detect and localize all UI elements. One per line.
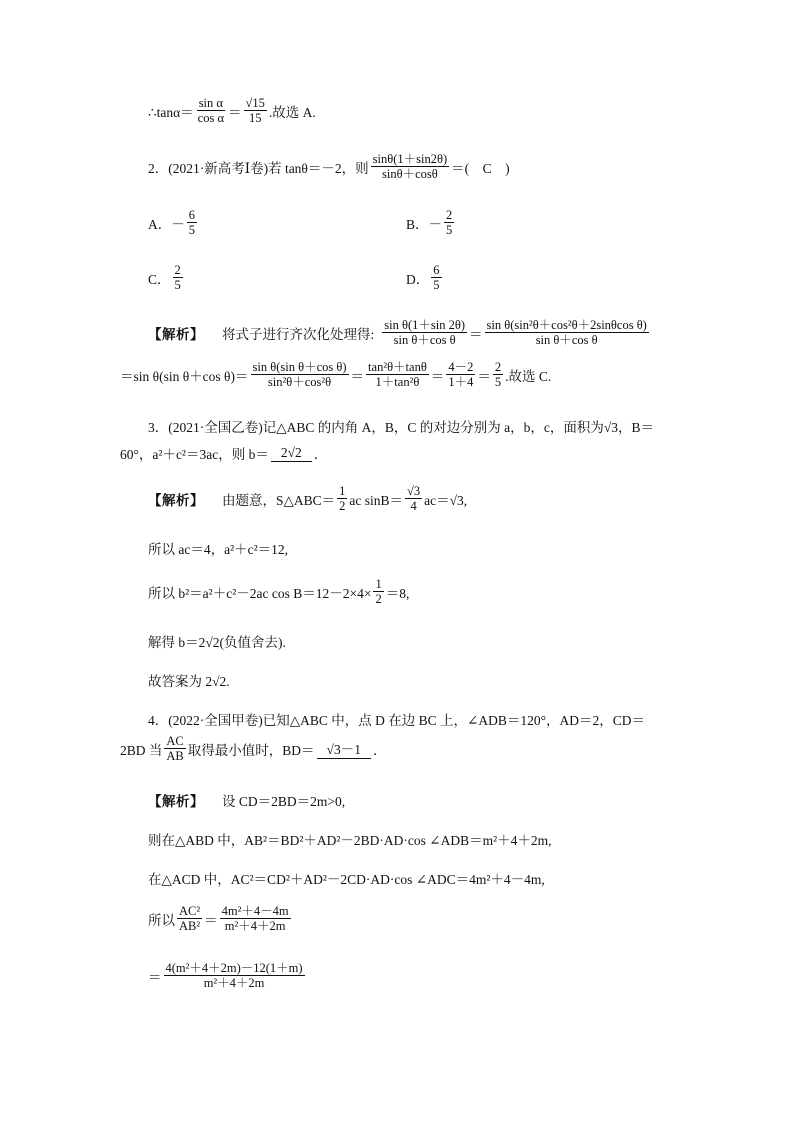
q3-solution-line2 [148, 538, 288, 558]
numerator: 6 [433, 263, 440, 277]
question-stem: 60°，a²＋c²＝3ac，则 b＝ [120, 447, 269, 462]
fraction-sin-cos [196, 96, 226, 126]
text: ． [372, 742, 387, 758]
denominator: AB [166, 749, 184, 764]
denominator: sinθ＋cosθ [382, 167, 438, 182]
question-stem: 2BD 当 [120, 742, 163, 758]
numerator: sin θ(sin θ＋cos θ) [252, 360, 347, 374]
question-4-line1 [148, 709, 645, 729]
question-2 [148, 152, 510, 182]
question-stem: 4．(2022·全国甲卷)已知△ABC 中，点 D 在边 BC 上，∠ADB＝120°，AD＝2，CD＝ [148, 713, 645, 728]
denominator: AB² [179, 919, 201, 934]
line-tan-result [148, 96, 316, 126]
text: ∴tanα＝ [148, 104, 194, 120]
fraction-6 [493, 360, 503, 390]
option-label: D． [406, 271, 430, 287]
text: 设 CD＝2BD＝2m>0, [222, 794, 346, 809]
solution-tag: 【解析】 [148, 492, 204, 508]
denominator: 5 [188, 223, 195, 238]
text: ac sinB＝ [349, 492, 404, 508]
equals: ＝ [469, 326, 483, 342]
option-fraction [173, 263, 183, 293]
fraction-expr [164, 961, 305, 991]
answer-blank: 2√2 [271, 445, 312, 462]
denominator: 1＋tan²θ [375, 375, 420, 390]
q2-solution-line1 [148, 318, 651, 348]
denominator: 4 [410, 499, 417, 514]
denominator: sin θ＋cos θ [535, 333, 598, 348]
numerator: √15 [245, 96, 265, 110]
option-fraction [187, 208, 197, 238]
text: 所以 ac＝4，a²＋c²＝12, [148, 542, 289, 557]
option-fraction [431, 263, 441, 293]
question-3-line1 [148, 416, 654, 436]
fraction-3 [251, 360, 349, 390]
text: ac＝√3, [424, 492, 468, 508]
denominator: sin θ＋cos θ [393, 333, 456, 348]
text: 则在△ABD 中，AB²＝BD²＋AD²－2BD·AD·cos ∠ADB＝m²＋4＋2m, [148, 833, 552, 848]
denominator: 2 [375, 592, 382, 607]
q3-solution-line1 [148, 484, 467, 514]
text: .故选 A. [268, 104, 316, 120]
fraction-ac2-ab2 [177, 904, 202, 934]
numerator: 1 [375, 577, 382, 591]
denominator: 1＋4 [448, 375, 474, 390]
solution-tag: 【解析】 [148, 326, 204, 342]
option-label: A．－ [148, 216, 185, 232]
fraction-sqrt3-4 [405, 484, 422, 514]
q4-solution-line4 [148, 904, 293, 934]
text: ＝sin θ(sin θ＋cos θ)＝ [120, 368, 249, 384]
denominator: m²＋4＋2m [224, 919, 286, 934]
fraction-2 [485, 318, 649, 348]
option-fraction [444, 208, 454, 238]
equals: ＝ [430, 368, 445, 384]
text: 故答案为 2√2. [148, 674, 230, 689]
equals: ＝ [350, 368, 365, 384]
denominator: 5 [433, 278, 440, 293]
option-label: C． [148, 271, 171, 287]
numerator: AC² [179, 904, 201, 918]
option-label: B．－ [406, 216, 443, 232]
q4-solution-line1 [148, 790, 345, 810]
denominator: 5 [174, 278, 181, 293]
text: 所以 b²＝a²＋c²－2ac cos B＝12－2×4× [148, 585, 372, 601]
numerator: 6 [188, 208, 195, 222]
text: 所以 [148, 912, 175, 928]
fraction-4 [366, 360, 429, 390]
text: 由题意，S△ABC＝ [222, 492, 336, 508]
fraction-expr [220, 904, 291, 934]
numerator: sin α [198, 96, 223, 110]
numerator: sinθ(1＋sin2θ) [372, 152, 448, 166]
answer-blank: √3－1 [317, 738, 371, 759]
denominator: cos α [197, 111, 224, 126]
equals: ＝ [477, 368, 491, 384]
numerator: tan²θ＋tanθ [368, 360, 427, 374]
numerator: AC [166, 734, 184, 748]
numerator: 4(m²＋4＋2m)－12(1＋m) [165, 961, 303, 975]
numerator: sin θ(sin²θ＋cos²θ＋2sinθcos θ) [486, 318, 647, 332]
numerator: 4m²＋4－4m [221, 904, 289, 918]
answer-choice: ＝( C ) [451, 160, 510, 176]
text: ． [313, 447, 328, 462]
option-d [406, 263, 444, 293]
denominator: 15 [248, 111, 262, 126]
q4-solution-line3 [148, 868, 545, 888]
solution-text: 将式子进行齐次化处理得: [222, 326, 375, 342]
denominator: 5 [494, 375, 502, 390]
denominator: 5 [446, 223, 453, 238]
q3-solution-line5 [148, 670, 230, 690]
solution-tag: 【解析】 [148, 794, 204, 809]
fraction-sqrt15 [244, 96, 267, 126]
equals: ＝ [204, 912, 218, 928]
fraction-ac-ab [164, 734, 185, 764]
text: 在△ACD 中，AC²＝CD²＋AD²－2CD·AD·cos ∠ADC＝4m²＋4－4m, [148, 872, 545, 887]
fraction-1 [382, 318, 467, 348]
fraction-half [337, 484, 347, 514]
fraction-half [373, 577, 383, 607]
text: 解得 b＝2√2(负值舍去). [148, 635, 286, 650]
text: .故选 C. [505, 368, 552, 384]
fraction-5 [446, 360, 475, 390]
numerator: √3 [407, 484, 421, 498]
equals: ＝ [148, 969, 162, 985]
question-stem: 取得最小值时，BD＝ [187, 742, 315, 758]
equals: ＝ [228, 104, 242, 120]
q4-solution-line2 [148, 829, 552, 849]
question-3-line2 [120, 443, 327, 463]
numerator: sin θ(1＋sin 2θ) [384, 318, 465, 332]
denominator: sin²θ＋cos²θ [267, 375, 332, 390]
numerator: 2 [494, 360, 502, 374]
question-stem: 3．(2021·全国乙卷)记△ABC 的内角 A，B，C 的对边分别为 a，b，c，面积为√3，B＝ [148, 420, 655, 435]
option-a [148, 208, 199, 238]
text: ＝8, [385, 585, 410, 601]
q2-solution-line2 [120, 360, 551, 390]
option-b [406, 208, 456, 238]
denominator: 2 [339, 499, 346, 514]
q3-solution-line4 [148, 631, 286, 651]
numerator: 1 [339, 484, 346, 498]
question-4-line2 [120, 734, 386, 764]
numerator: 2 [446, 208, 453, 222]
denominator: m²＋4＋2m [203, 976, 265, 991]
numerator: 4－2 [448, 360, 474, 374]
q3-solution-line3 [148, 577, 409, 607]
q4-solution-line5 [148, 961, 307, 991]
numerator: 2 [174, 263, 181, 277]
option-c [148, 263, 185, 293]
question-stem: 2．(2021·新高考Ⅰ卷)若 tanθ＝－2，则 [148, 160, 369, 176]
fraction-expression [371, 152, 449, 182]
